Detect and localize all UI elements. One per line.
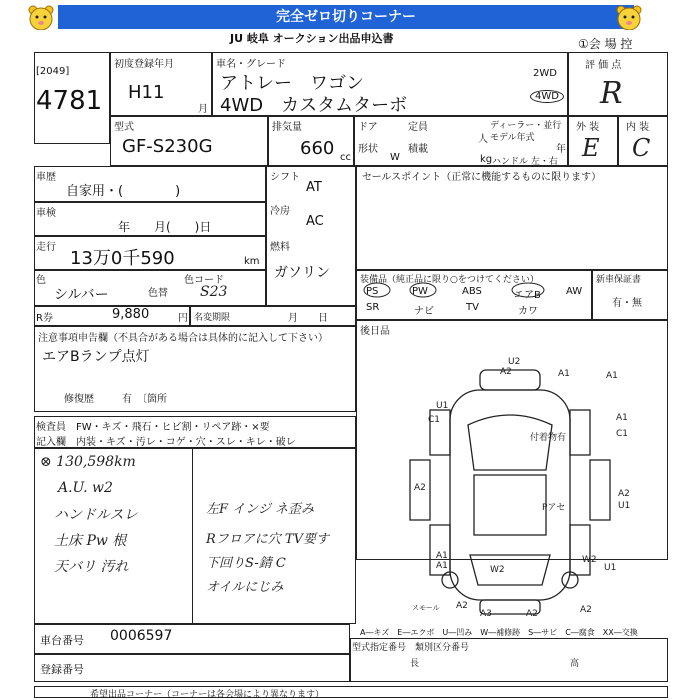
vehicle-name-line1: アトレー ワゴン	[220, 73, 364, 94]
mark-a2-d: A2	[456, 601, 468, 611]
displacement-unit: cc	[340, 152, 351, 163]
mark-c1-b: C1	[616, 429, 629, 439]
footer-label: 希望出品コーナー（コーナーは各会場により異なります）	[90, 690, 325, 700]
registration-year: H11	[128, 82, 165, 103]
new-car-label: 新車保証書	[596, 275, 642, 285]
lot-code: [2049]	[36, 66, 70, 77]
ac-label: 冷房	[270, 206, 290, 217]
name-change-label: 名変期限	[194, 313, 231, 323]
rear-seat-label: 後日品	[360, 326, 390, 337]
model-year-label: モデル年式	[490, 133, 535, 143]
vehicle-name-label: 車名・グレード	[216, 59, 286, 70]
interior-grade: C	[632, 134, 651, 162]
mark-a1-d: A1	[436, 551, 448, 561]
recycle-unit: 円	[178, 313, 188, 324]
new-car-value: 有・無	[612, 298, 642, 309]
venue-copy-label: ①会 場 控	[578, 37, 633, 51]
mark-a1: A1	[558, 369, 570, 379]
mileage-unit: km	[244, 256, 260, 267]
color-code: S23	[200, 284, 228, 300]
equipment-circles	[360, 282, 590, 298]
color-value: シルバー	[54, 287, 109, 303]
mark-a2: A2	[500, 367, 512, 377]
bear-mascot-icon	[614, 4, 644, 32]
inspection-label: 車検	[36, 208, 56, 219]
inspector-row-2: 内装・キズ・汚レ・コゲ・穴・スレ・キレ・破レ	[76, 437, 296, 448]
equip-airbag: エアB	[514, 290, 541, 301]
repair-history-label: 修復歴	[64, 394, 94, 405]
equip-tv: TV	[466, 302, 479, 313]
shift-label: シフト	[270, 172, 300, 183]
repair-history-value: 有 〔箇所	[122, 394, 167, 405]
model-label: 型式	[114, 122, 134, 133]
vehicle-name-line2: 4WD カスタムターボ	[220, 95, 408, 116]
spec-codes-label: 型式指定番号 類別区分番号	[352, 643, 470, 653]
ac-value: AC	[306, 214, 324, 229]
car-diagram	[390, 350, 650, 620]
mark-a2-c: A2	[618, 489, 630, 499]
mark-c1: C1	[428, 415, 441, 425]
mark-panel: Pアセ	[542, 503, 566, 513]
color-code-label: 色コード	[184, 275, 224, 286]
hw-line-2: A.U. w2	[58, 480, 113, 496]
mark-u2: U2	[508, 357, 521, 367]
lot-number: 4781	[36, 86, 103, 116]
height-label: 高	[570, 659, 580, 669]
use-value: 自家用・( )	[66, 184, 181, 199]
handle-label: ハンドル 左・右	[492, 157, 558, 167]
color-label: 色	[36, 275, 46, 286]
mark-a2-e: A2	[526, 609, 538, 619]
doors-label: ドア	[358, 122, 378, 133]
mark-a1-b: A1	[606, 371, 618, 381]
capacity-unit: 人	[478, 134, 488, 145]
capacity-label: 定員	[408, 122, 428, 133]
interior-label: 内 装	[626, 122, 650, 133]
model-value: GF-S230G	[122, 136, 213, 157]
notes-label: 注意事項申告欄（不具合がある場合は具体的に記入して下さい）	[38, 333, 328, 344]
sales-point-label: セールスポイント（正常に機能するものに限ります）	[362, 172, 602, 183]
eval-grade: R	[600, 76, 623, 111]
mark-a2-f: A2	[580, 605, 592, 615]
mark-deposit: 付着物有	[530, 433, 567, 443]
inspector-label-2: 記入欄	[36, 437, 66, 448]
mark-a3: A3	[480, 609, 492, 619]
fuel-value: ガソリン	[274, 265, 330, 281]
color-name-label: 色替	[148, 288, 168, 299]
year-unit: 年	[556, 144, 566, 155]
equip-abs: ABS	[462, 286, 482, 297]
displacement-label: 排気量	[272, 122, 302, 133]
registration-month: 月	[198, 104, 208, 115]
hw-line-5: 天バリ 汚れ	[54, 559, 129, 575]
damage-legend: A―キズ E―エクボ U―凹み W―補修跡 S―サビ C―腐食 XX―交換	[360, 628, 638, 637]
hw-line-6: 左F インジ ネ歪み	[206, 502, 314, 517]
recycle-value: 9,880	[112, 307, 150, 322]
equip-pw: PW	[412, 286, 428, 297]
drive-2wd: 2WD	[533, 68, 557, 79]
mark-w2-b: W2	[582, 555, 597, 565]
hw-line-3: ハンドルスレ	[54, 507, 138, 523]
hw-line-4: 土床 Pw 根	[54, 533, 127, 549]
bear-mascot-icon	[26, 4, 56, 32]
shift-value: AT	[306, 180, 322, 195]
hw-line-8: 下回りS-錆 C	[206, 556, 286, 571]
sheet-header: JU 岐阜 オークション出品申込書	[230, 32, 394, 45]
hw-mileage: ⊗ 130,598km	[40, 454, 136, 470]
name-change-value: 月 日	[288, 313, 328, 324]
exterior-grade: E	[582, 134, 600, 162]
use-label: 車歴	[36, 172, 56, 183]
length-label: 長	[410, 659, 420, 669]
notes-text: エアBランプ点灯	[42, 349, 150, 365]
equip-leather: カワ	[518, 306, 538, 317]
equip-navi: ナビ	[414, 306, 434, 317]
equip-aw: AW	[566, 286, 583, 297]
chassis-label: 車台番号	[40, 634, 84, 647]
mark-a1-c: A1	[616, 413, 628, 423]
auction-sheet	[30, 30, 670, 698]
chassis-number: 0006597	[110, 628, 173, 644]
mark-a2-b: A2	[414, 483, 426, 493]
mark-w2: W2	[490, 565, 505, 575]
inspector-label-1: 検査員	[36, 422, 66, 433]
equipment-label: 装備品（純正品に限り○をつけてください）	[360, 275, 539, 285]
equip-ps: PS	[366, 286, 379, 297]
equip-sr: SR	[366, 302, 380, 313]
mark-u1-c: U1	[604, 563, 617, 573]
inspection-value: 年 月( )日	[118, 220, 212, 234]
plate-label: 登録番号	[40, 663, 84, 676]
kg-unit: kg	[480, 154, 493, 165]
hw-line-7: Rフロアに穴 TV要す	[206, 532, 329, 547]
displacement-value: 660	[300, 138, 335, 159]
shape-label: 形状	[358, 144, 378, 155]
exterior-label: 外 装	[576, 122, 600, 133]
mark-small: スモール	[412, 604, 440, 612]
inspector-row-1: FW・キズ・飛石・ヒビ割・リペア跡・×要	[76, 422, 270, 433]
weight-unit: W	[390, 152, 400, 163]
mileage-label: 走行	[36, 242, 56, 253]
recycle-label: R券	[36, 313, 53, 324]
dealer-label: ディーラー・並行	[490, 121, 562, 131]
mark-u1: U1	[436, 401, 449, 411]
hw-line-9: オイルにじみ	[206, 580, 284, 595]
mark-u1-b: U1	[618, 501, 631, 511]
load-label: 積載	[408, 144, 428, 155]
registration-label: 初度登録年月	[114, 59, 174, 70]
corner-banner: 完全ゼロ切りコーナー	[58, 5, 634, 29]
eval-label: 評 価 点	[585, 60, 622, 71]
mileage-value: 13万0千590	[70, 248, 175, 269]
drive-4wd-circled: 4WD	[530, 90, 564, 103]
mark-a1-e: A1	[436, 561, 448, 571]
fuel-label: 燃料	[270, 242, 290, 253]
